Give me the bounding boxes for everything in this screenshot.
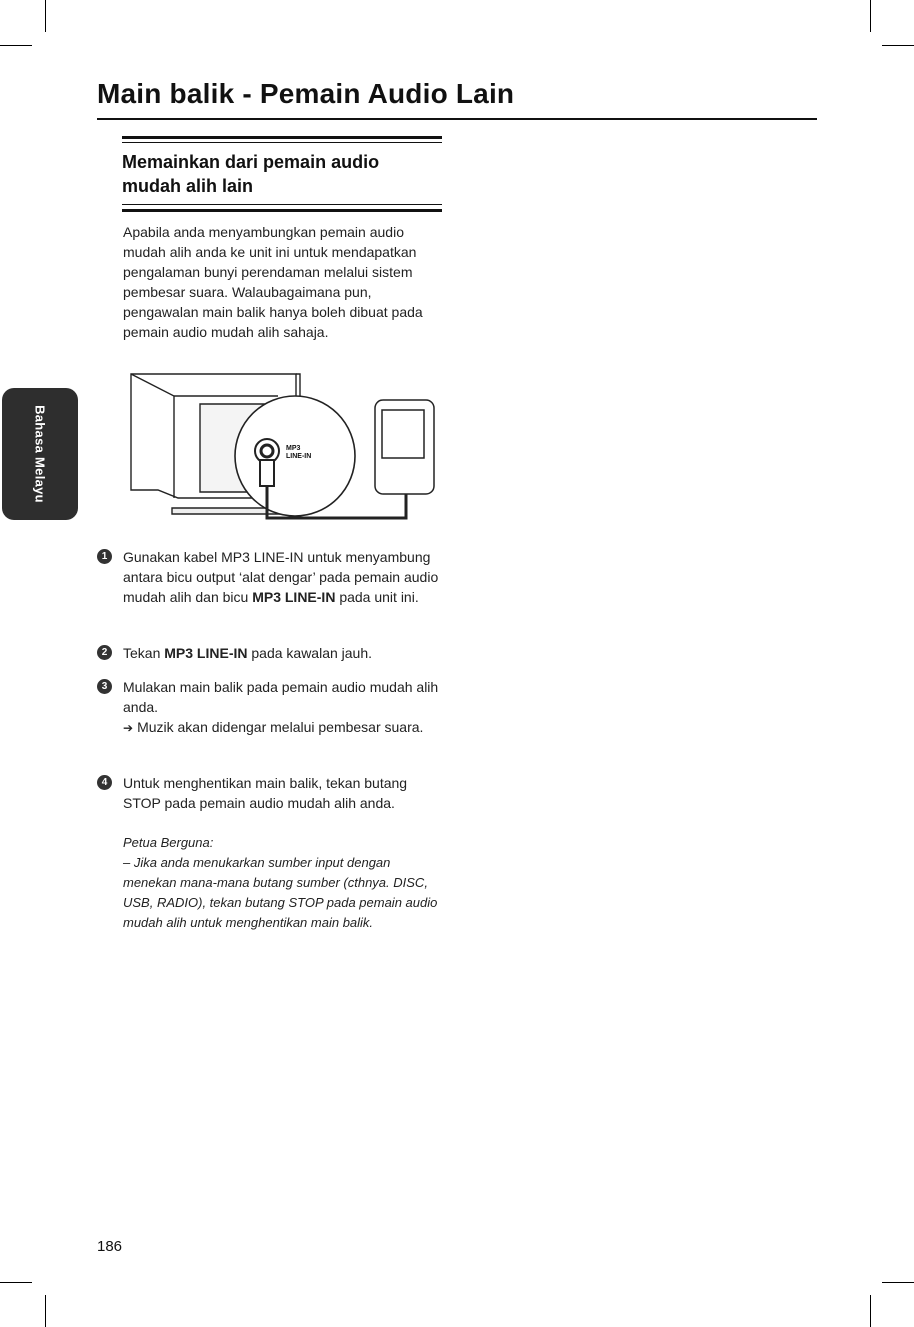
section-rule-top [122, 136, 442, 139]
crop-mark [0, 1282, 32, 1283]
crop-mark [870, 0, 871, 32]
step-number: 4 [97, 775, 112, 790]
portable-audio-player [375, 400, 434, 494]
language-side-tab-label: Bahasa Melayu [32, 405, 48, 503]
crop-mark [870, 1295, 871, 1327]
connection-illustration [128, 368, 438, 520]
jack-label-line-in: LINE-IN [286, 453, 312, 460]
step-1 [97, 547, 442, 607]
tip-label: Petua Berguna: [123, 835, 214, 850]
step-number: 1 [97, 549, 112, 564]
section-rule-top-thin [122, 142, 442, 143]
step-text: pada kawalan jauh. [247, 645, 373, 661]
crop-mark [882, 1282, 914, 1283]
step-bold: MP3 LINE-IN [164, 645, 248, 661]
helpful-tip [123, 833, 443, 933]
step-number: 3 [97, 679, 112, 694]
step-result-text: Muzik akan didengar melalui pembesar suara. [137, 719, 424, 735]
section-heading: Memainkan dari pemain audio mudah alih lain [122, 152, 380, 196]
step-bold: MP3 LINE-IN [252, 589, 336, 605]
step-text: Untuk menghentikan main balik, tekan butang STOP pada pemain audio mudah alih anda. [123, 775, 408, 811]
title-divider [97, 118, 817, 120]
step-text: Gunakan kabel MP3 LINE-IN untuk menyambung antara bicu output ‘alat dengar’ pada pemain audio mudah alih dan bicu [123, 549, 439, 605]
page-title: Main balik - Pemain Audio Lain [97, 78, 515, 109]
tip-text: – Jika anda menukarkan sumber input dengan menekan mana-mana butang sumber (cthnya. DISC, USB, RADIO), tekan butang STOP pada pemain audio mudah alih untuk menghentikan main balik. [123, 855, 438, 930]
result-arrow-icon: ➔ [123, 721, 134, 735]
section-rule-bottom-thin [122, 204, 442, 205]
crop-mark [45, 0, 46, 32]
crop-mark [882, 45, 914, 46]
step-text: Tekan [123, 645, 165, 661]
page-number: 186 [97, 1238, 123, 1255]
step-3 [97, 677, 442, 738]
step-text: pada unit ini. [335, 589, 419, 605]
step-number: 2 [97, 645, 112, 660]
step-text: Mulakan main balik pada pemain audio mudah alih anda. [123, 679, 439, 715]
section-rule-bottom [122, 209, 442, 212]
step-2 [97, 643, 442, 663]
intro-paragraph: Apabila anda menyambungkan pemain audio mudah alih anda ke unit ini untuk mendapatkan pengalaman bunyi perendaman melalui sistem pembesar suara. Walaubagaimana pun, pengawalan main balik hanya boleh dibuat pada pemain audio mudah alih sahaja. [123, 224, 423, 340]
step-4 [97, 773, 442, 813]
crop-mark [45, 1295, 46, 1327]
crop-mark [0, 45, 32, 46]
jack-label-mp3: MP3 [286, 445, 301, 452]
